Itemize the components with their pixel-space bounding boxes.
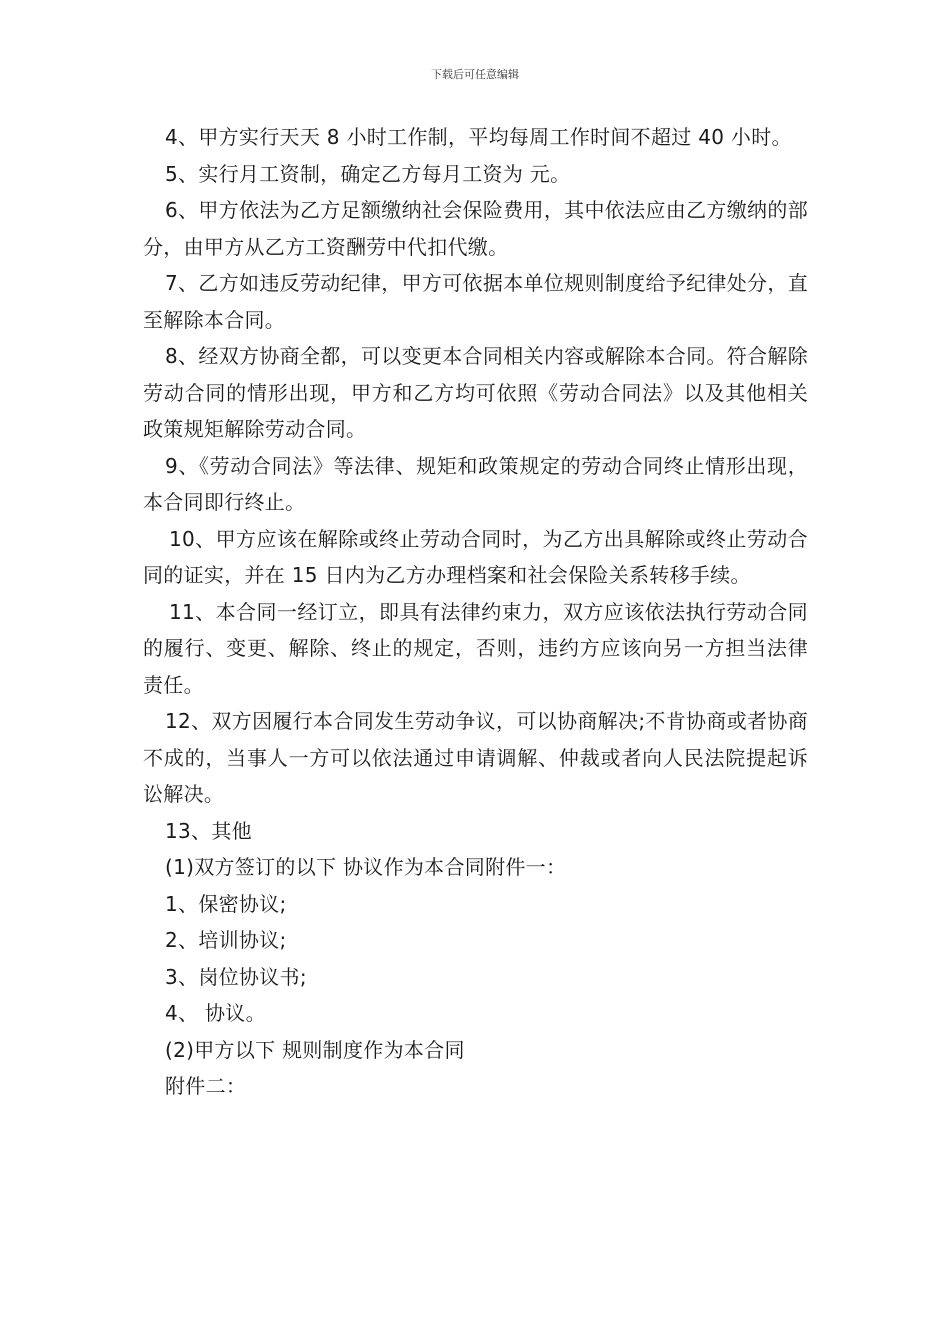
paragraph: 5、实行月工资制，确定乙方每月工资为 元。 [165,161,571,186]
paragraph: 4、甲方实行天天 8 小时工作制，平均每周工作时间不超过 40 小时。 [165,125,792,149]
paragraph: 3、岗位协议书; [165,964,307,989]
paragraph: (2)甲方以下 规则制度作为本合同 [165,1037,465,1062]
paragraph: (1)双方签订的以下 协议作为本合同附件一： [165,855,567,879]
paragraph: 2、培训协议; [165,928,287,952]
paragraph: 8、经双方协商全都，可以变更本合同相关内容或解除本合同。符合解除劳动合同的情形出现，甲方和乙方均可依照《劳动合同法》以及其他相关政策规矩解除劳动合同。 [143,344,808,441]
document-body [143,119,808,1105]
paragraph: 附件二： [165,1074,247,1098]
paragraph: 10、甲方应该在解除或终止劳动合同时，为乙方出具解除或终止劳动合同的证实，并在 15 日内为乙方办理档案和社会保险关系转移手续。 [143,526,808,587]
paragraph: 1、保密协议; [165,891,287,916]
paragraph: 6、甲方依法为乙方足额缴纳社会保险费用，其中依法应由乙方缴纳的部分，由甲方从乙方工资酬劳中代扣代缴。 [143,198,808,259]
paragraph: 4、 协议。 [165,1001,266,1025]
page-header: 下载后可任意编辑 [431,68,519,81]
paragraph: 7、乙方如违反劳动纪律，甲方可依据本单位规则制度给予纪律处分，直至解除本合同。 [143,271,808,332]
paragraph: 9、《劳动合同法》等法律、规矩和政策规定的劳动合同终止情形出现，本合同即行终止。 [143,453,808,514]
paragraph: 11、本合同一经订立，即具有法律约束力，双方应该依法执行劳动合同的履行、变更、解除、终止的规定，否则，违约方应该向另一方担当法律责任。 [143,599,808,697]
paragraph: 13、其他 [165,818,252,843]
paragraph: 12、双方因履行本合同发生劳动争议，可以协商解决;不肯协商或者协商不成的，当事人一方可以依法通过申请调解、仲裁或者向人民法院提起诉讼解决。 [143,709,808,806]
